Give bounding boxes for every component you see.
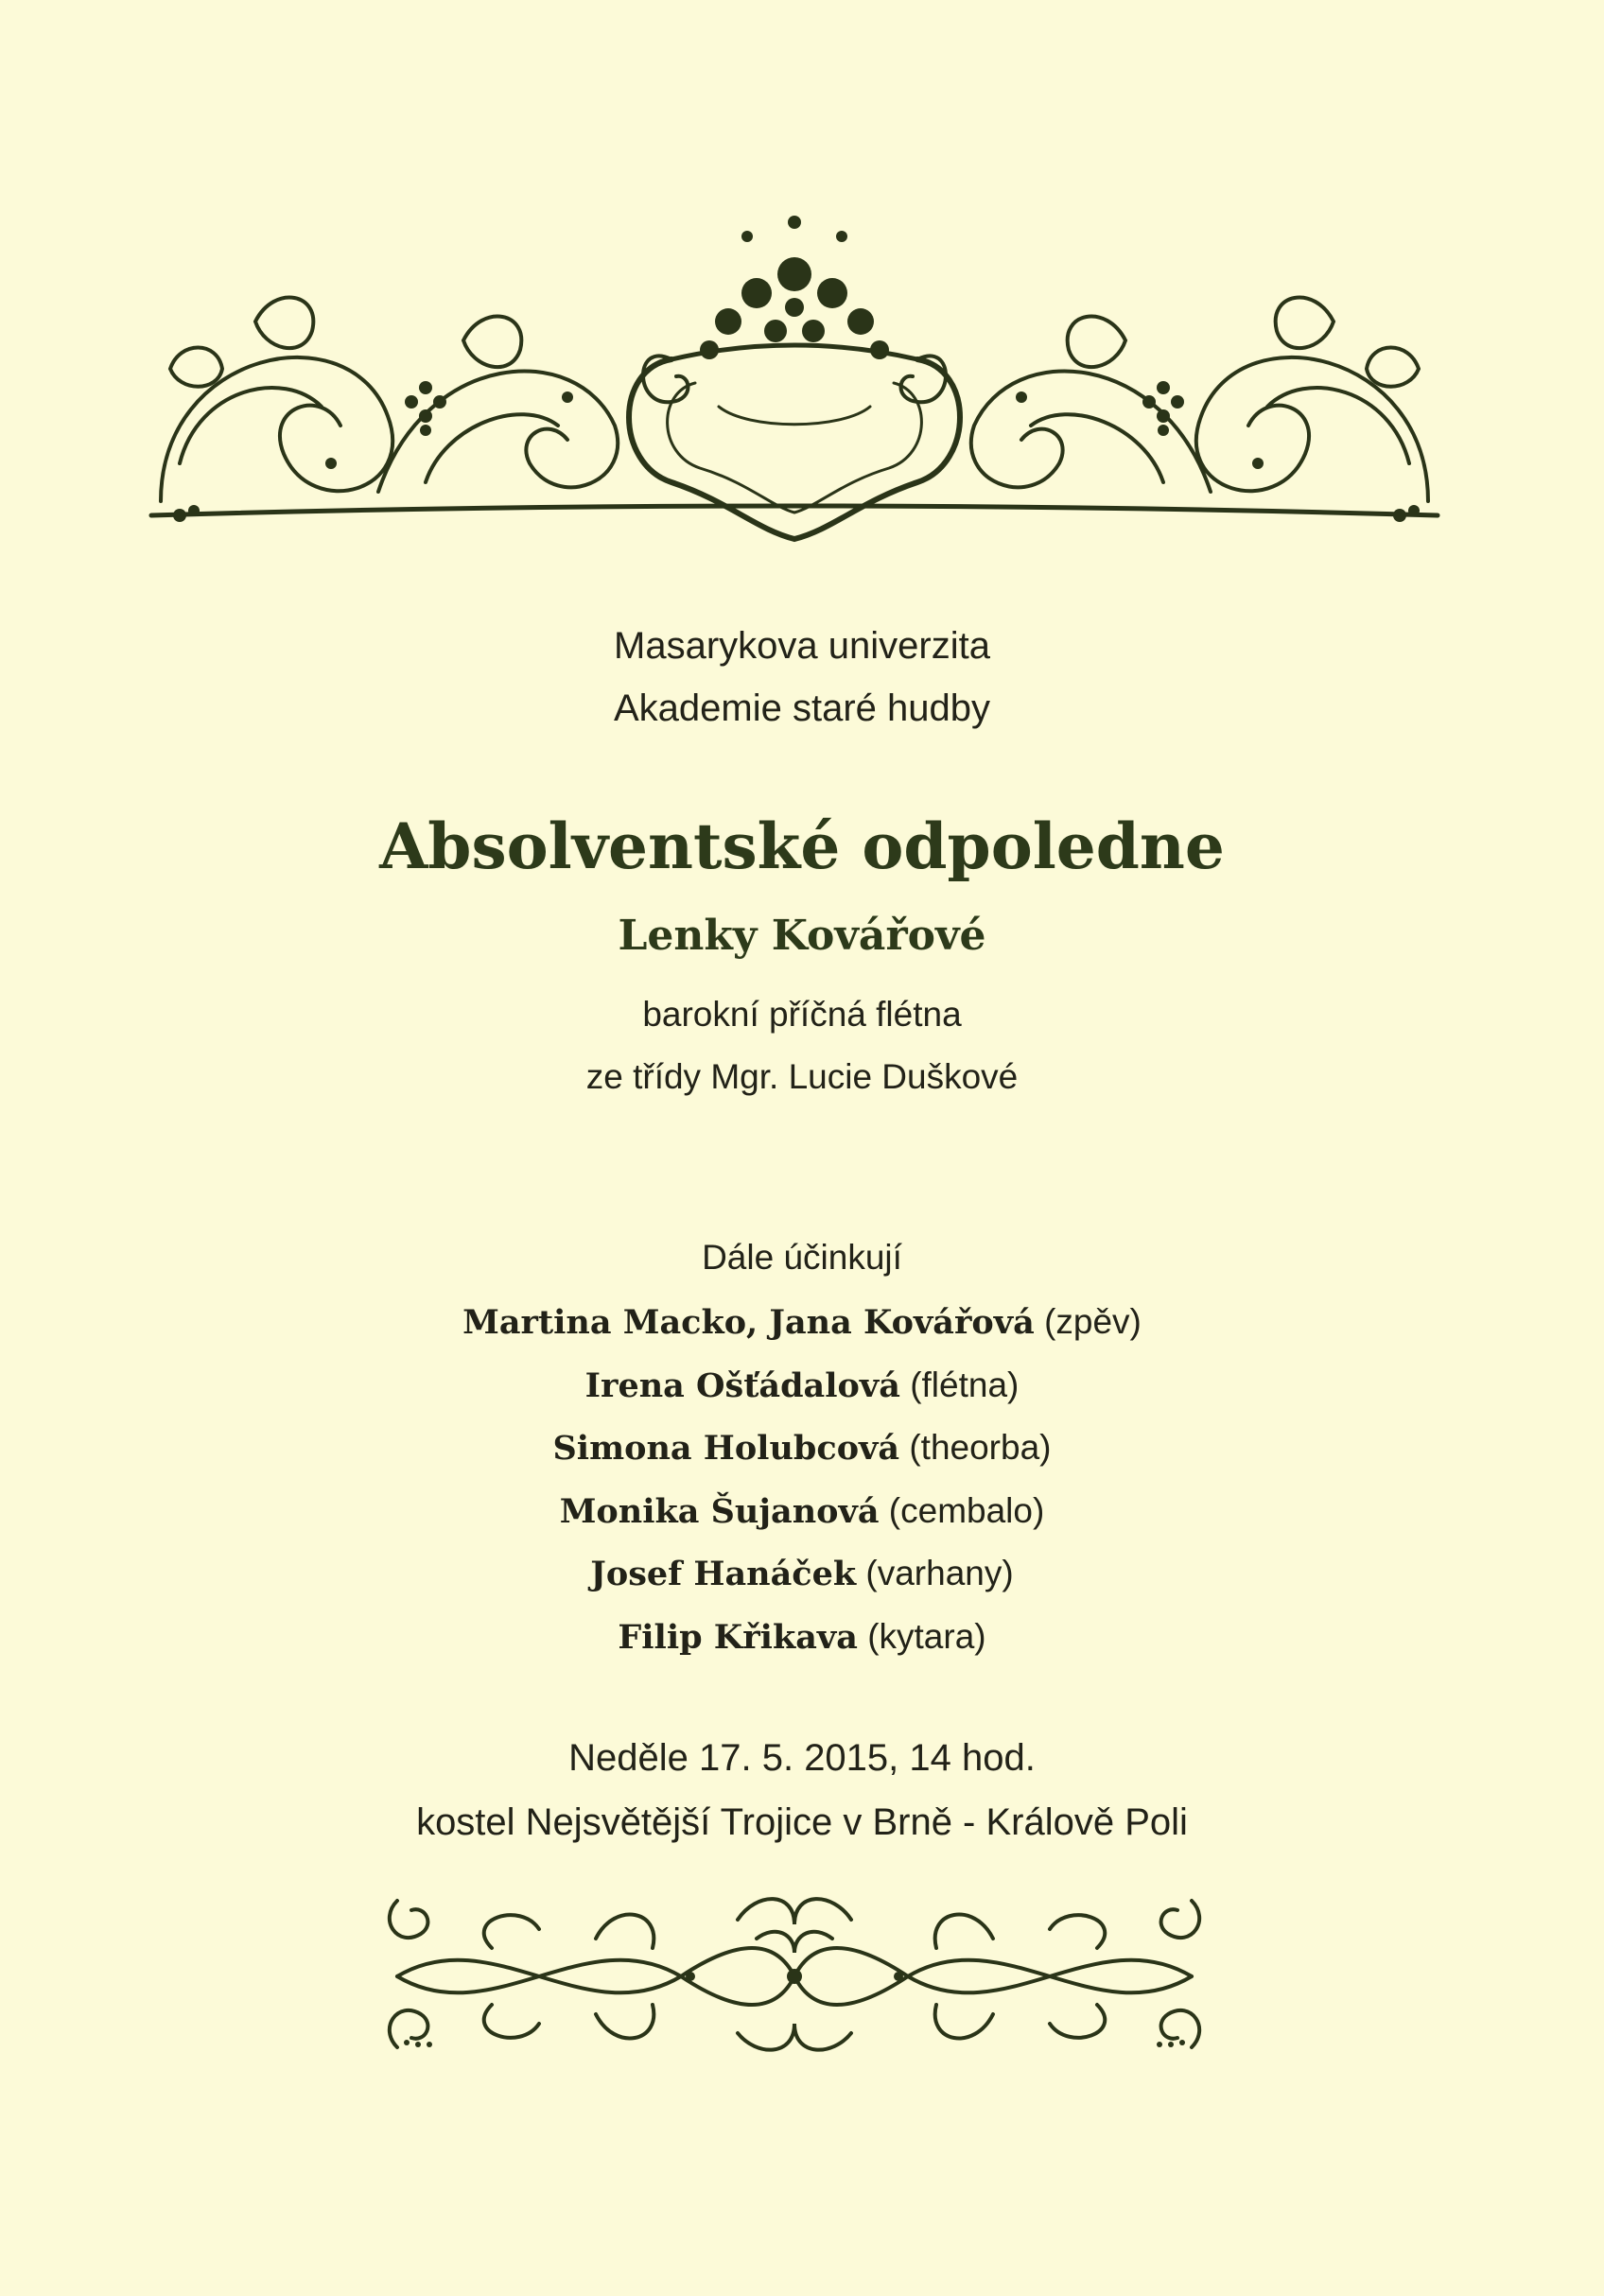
guests-list <box>0 1291 1604 1668</box>
event-info <box>0 1726 1604 1854</box>
guests-heading: Dále účinkují <box>702 1238 902 1277</box>
guest-role: (cembalo) <box>888 1490 1045 1530</box>
guest-item <box>0 1291 1604 1354</box>
guest-item <box>0 1354 1604 1418</box>
performer-name: Lenky Kovářové <box>618 912 986 960</box>
guest-item <box>0 1606 1604 1669</box>
guest-name: Monika Šujanová <box>559 1491 880 1531</box>
guest-name: Simona Holubcová <box>552 1429 900 1468</box>
event-venue: kostel Nejsvětější Trojice v Brně - Králově Poli <box>416 1801 1188 1843</box>
guest-item <box>0 1542 1604 1606</box>
performer-instrument: barokní příčná flétna <box>642 995 962 1034</box>
university-name: Masarykova univerzita <box>614 625 990 667</box>
guest-role: (theorba) <box>909 1428 1052 1467</box>
performer-class: ze třídy Mgr. Lucie Duškové <box>585 1057 1019 1096</box>
guest-role: (varhany) <box>865 1554 1014 1592</box>
guest-name: Filip Křikava <box>618 1617 858 1657</box>
guest-role: (kytara) <box>867 1616 986 1656</box>
academy-name: Akademie staré hudby <box>613 687 990 729</box>
guest-name: Josef Hanáček <box>590 1555 857 1593</box>
guest-role: (zpěv) <box>1044 1302 1142 1341</box>
concert-title: Absolventské odpoledne <box>379 809 1225 883</box>
performer-info <box>0 983 1604 1108</box>
ornament-bottom <box>378 1882 1211 2066</box>
guest-name: Martina Macko, Jana Kovářová <box>462 1303 1035 1342</box>
guest-item <box>0 1417 1604 1480</box>
institution-block <box>0 615 1604 739</box>
event-date: Neděle 17. 5. 2015, 14 hod. <box>568 1737 1036 1779</box>
guest-name: Irena Ošťádalová <box>584 1365 900 1405</box>
ornament-top <box>142 180 1447 558</box>
guest-role: (flétna) <box>910 1365 1020 1404</box>
guest-item <box>0 1480 1604 1543</box>
